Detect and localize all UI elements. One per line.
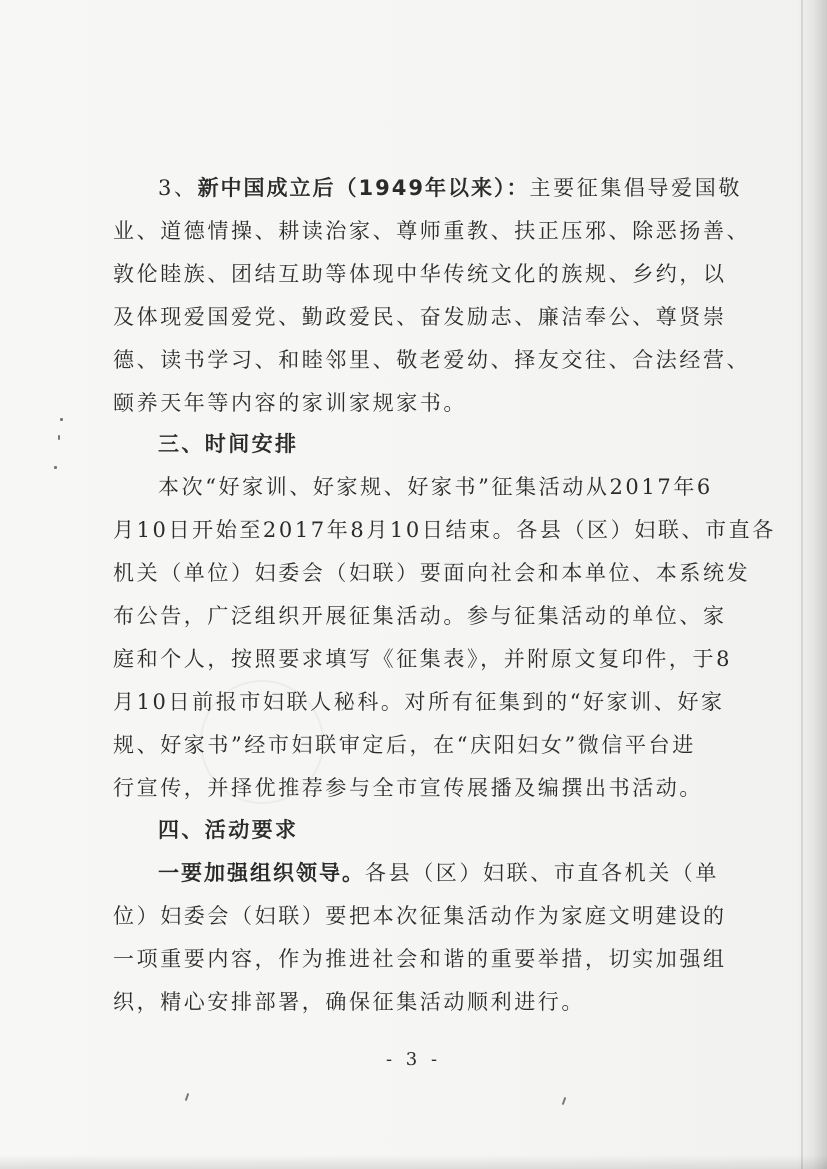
scan-bottom-shadow [0, 1155, 827, 1169]
paragraph-line: 德、读书学习、和睦邻里、敬老爱幼、择友交往、合法经营、 [113, 348, 751, 372]
paragraph-line: 颐养天年等内容的家训家规家书。 [113, 391, 467, 415]
scan-speck [562, 1097, 567, 1105]
paragraph-line: 及体现爱国爱党、勤政爱民、奋发励志、廉洁奉公、尊贤崇 [113, 305, 727, 329]
page-number: - 3 - [385, 1049, 442, 1070]
paragraph-line: 织，精心安排部署，确保征集活动顺利进行。 [113, 990, 585, 1014]
paragraph-line: 庭和个人，按照要求填写《征集表》，并附原文复印件，于8 [113, 647, 733, 671]
scan-edge-shadow [797, 0, 827, 1169]
item3-first-line [158, 171, 742, 205]
item-text: 主要征集倡导爱国敬 [529, 176, 742, 200]
paragraph-line: 布公告，广泛组织开展征集活动。参与征集活动的单位、家 [113, 604, 727, 628]
paragraph-line: 行宣传，并择优推荐参与全市宣传展播及编撰出书活动。 [113, 776, 703, 800]
item-number: 3、 [158, 176, 198, 200]
paragraph-line: 业、道德情操、耕读治家、尊师重教、扶正压邪、除恶扬善、 [113, 219, 751, 243]
requirement-first-line [158, 856, 719, 890]
paragraph-line: 机关（单位）妇委会（妇联）要面向社会和本单位、本系统发 [113, 561, 751, 585]
paragraph-line: 敦伦睦族、团结互助等体现中华传统文化的族规、乡约，以 [113, 262, 727, 286]
section-heading-time: 三、时间安排 [158, 432, 299, 456]
paragraph-line: 规、好家书”经市妇联审定后，在“庆阳妇女”微信平台进 [113, 733, 696, 757]
paragraph-line: 位）妇委会（妇联）要把本次征集活动作为家庭文明建设的 [113, 904, 727, 928]
scan-speck [54, 466, 57, 469]
paragraph-line: 一项重要内容，作为推进社会和谐的重要举措，切实加强组 [113, 947, 727, 971]
paragraph-line: 月10日开始至2017年8月10日结束。各县（区）妇联、市直各 [113, 518, 776, 542]
item-bold-label: 新中国成立后（1949年以来）： [197, 176, 530, 200]
paragraph-line: 月10日前报市妇联人秘科。对所有征集到的“好家训、好家 [113, 690, 725, 714]
requirement-text: 各县（区）妇联、市直各机关（单 [365, 861, 719, 885]
scan-speck [60, 418, 63, 421]
paragraph-line: 本次“好家训、好家规、好家书”征集活动从2017年6 [158, 475, 713, 499]
requirement-bold-label: 一要加强组织领导。 [158, 861, 365, 885]
section-heading-requirements: 四、活动要求 [158, 818, 299, 842]
scan-speck [58, 435, 60, 440]
scan-speck [185, 1093, 190, 1101]
